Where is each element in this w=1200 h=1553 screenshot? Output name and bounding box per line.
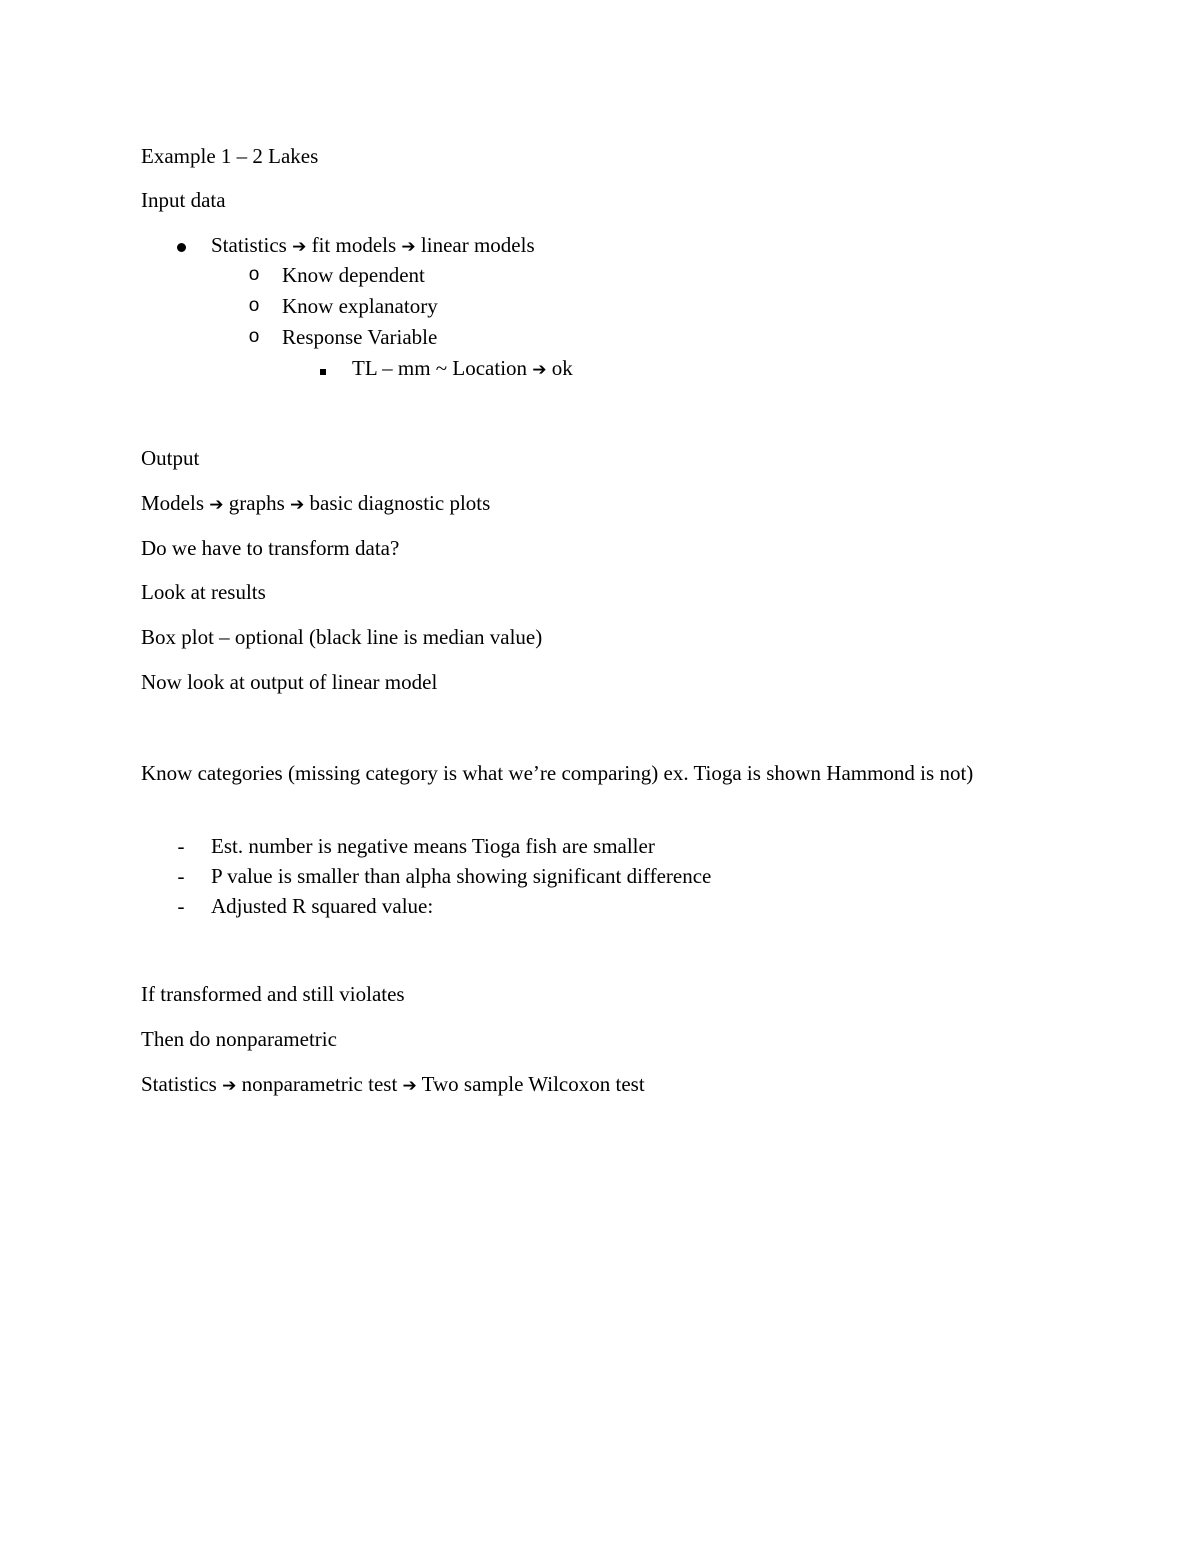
square-bullet-icon (317, 355, 329, 381)
right-arrow-icon: ➔ (532, 360, 547, 380)
if-transformed-line: If transformed and still violates (141, 982, 405, 1006)
ok-text: ok (546, 356, 573, 380)
linear-model-output-note: Now look at output of linear model (141, 670, 438, 694)
dash-bullet-icon: - (177, 864, 185, 888)
list-item-p-value: P value is smaller than alpha showing significant difference (211, 864, 712, 888)
input-data-heading: Input data (141, 188, 226, 212)
hollow-circle-bullet-icon: o (248, 295, 260, 316)
models-path-line (141, 490, 490, 518)
nonparametric-path-line (141, 1071, 645, 1099)
step-text-fit-models: fit models (306, 233, 402, 257)
list-item-know-dependent: Know dependent (282, 263, 425, 287)
document-title: Example 1 – 2 Lakes (141, 144, 319, 168)
look-at-results: Look at results (141, 580, 266, 604)
right-arrow-icon: ➔ (292, 237, 307, 257)
list-item-tl-formula (352, 355, 573, 383)
nonparametric-test-text: nonparametric test (236, 1072, 403, 1096)
hollow-circle-bullet-icon: o (248, 326, 260, 347)
list-item-know-explanatory: Know explanatory (282, 294, 438, 318)
output-heading: Output (141, 446, 200, 470)
right-arrow-icon: ➔ (402, 1076, 417, 1096)
hollow-circle-bullet-icon: o (248, 264, 260, 285)
graphs-text: graphs (223, 491, 290, 515)
diagnostic-plots-text: basic diagnostic plots (304, 491, 491, 515)
models-text: Models (141, 491, 210, 515)
dash-bullet-icon: - (177, 834, 185, 858)
formula-text: TL – mm ~ Location (352, 356, 533, 380)
list-item-est-number: Est. number is negative means Tioga fish are smaller (211, 834, 655, 858)
right-arrow-icon: ➔ (222, 1076, 237, 1096)
bullet-dot-icon (174, 232, 188, 258)
box-plot-note: Box plot – optional (black line is median value) (141, 625, 543, 649)
dash-bullet-icon: - (177, 894, 185, 918)
right-arrow-icon: ➔ (401, 237, 416, 257)
list-item-response-variable: Response Variable (282, 325, 438, 349)
list-item-adjusted-r-squared: Adjusted R squared value: (211, 894, 434, 918)
statistics-text: Statistics (141, 1072, 223, 1096)
step-text-statistics: Statistics (211, 233, 293, 257)
list-item-statistics-path (211, 232, 535, 260)
transform-question: Do we have to transform data? (141, 536, 400, 560)
right-arrow-icon: ➔ (209, 495, 224, 515)
wilcoxon-test-text: Two sample Wilcoxon test (416, 1072, 645, 1096)
then-nonparametric-line: Then do nonparametric (141, 1027, 337, 1051)
step-text-linear-models: linear models (415, 233, 535, 257)
right-arrow-icon: ➔ (290, 495, 305, 515)
know-categories-paragraph: Know categories (missing category is what we’re comparing) ex. Tioga is shown Hammond is not) (141, 761, 974, 785)
